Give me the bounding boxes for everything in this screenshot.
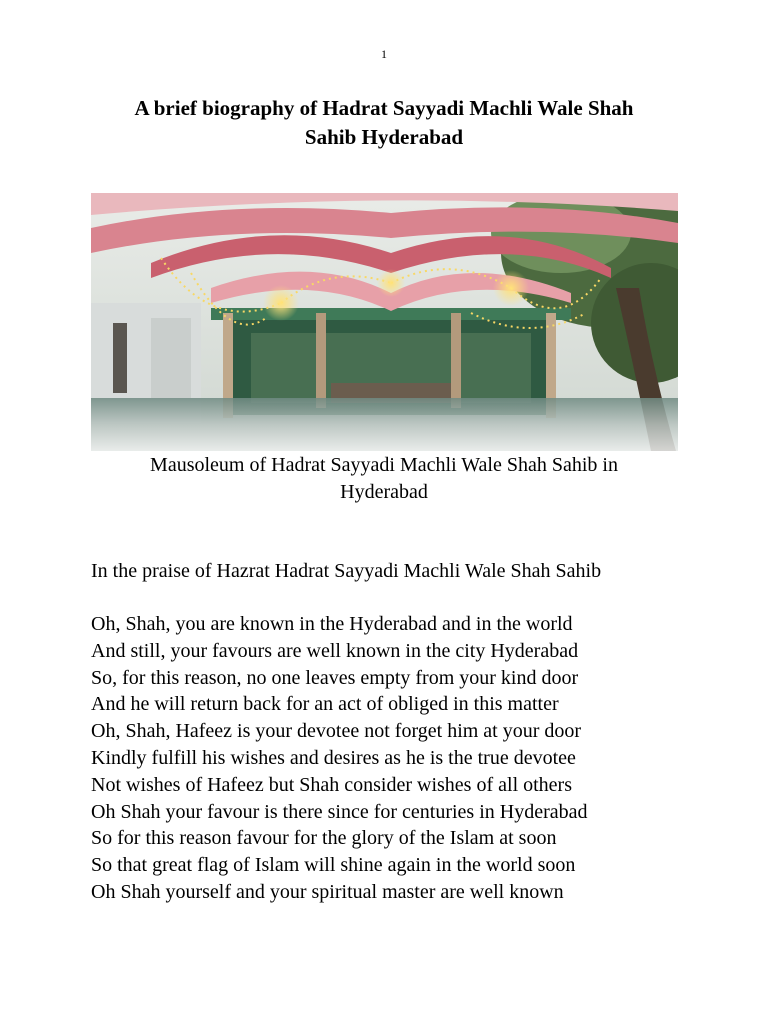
poem-line: So for this reason favour for the glory of the Islam at soon	[91, 827, 557, 850]
caption-line-2: Hyderabad	[340, 481, 428, 503]
poem-line: Kindly fulfill his wishes and desires as he is the true devotee	[91, 746, 576, 769]
poem-line: Oh, Shah, Hafeez is your devotee not forget him at your door	[91, 720, 582, 743]
poem-line: So, for this reason, no one leaves empty from your kind door	[91, 666, 579, 689]
page-title	[60, 94, 708, 152]
praise-heading: In the praise of Hazrat Hadrat Sayyadi Machli Wale Shah Sahib	[91, 560, 602, 582]
photo-caption	[60, 452, 708, 506]
page-number: 1	[381, 47, 387, 61]
mausoleum-photo	[91, 193, 678, 451]
poem-line: Oh Shah yourself and your spiritual master are well known	[91, 880, 564, 903]
caption-line-1: Mausoleum of Hadrat Sayyadi Machli Wale Shah Sahib in	[150, 454, 618, 476]
title-line-1: A brief biography of Hadrat Sayyadi Machli Wale Shah	[134, 96, 634, 120]
poem-line: And he will return back for an act of obliged in this matter	[91, 693, 559, 716]
poem-line: Oh, Shah, you are known in the Hyderabad and in the world	[91, 613, 573, 635]
title-line-2: Sahib Hyderabad	[304, 125, 464, 149]
poem-line: And still, your favours are well known in the city Hyderabad	[91, 639, 579, 662]
poem-line: Not wishes of Hafeez but Shah consider wishes of all others	[91, 773, 572, 796]
poem	[91, 611, 588, 906]
poem-line: Oh Shah your favour is there since for centuries in Hyderabad	[91, 800, 588, 823]
poem-line: So that great flag of Islam will shine again in the world soon	[91, 854, 576, 877]
mausoleum-photo-illustration	[91, 193, 678, 451]
